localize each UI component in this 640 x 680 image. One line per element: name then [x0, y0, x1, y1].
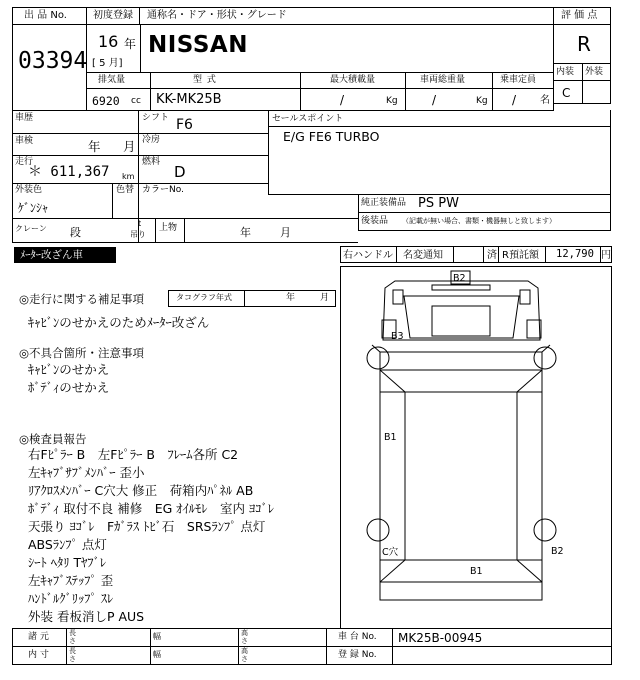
addon-label: 後装品 — [361, 216, 389, 226]
report-line: 天張り ﾖｺﾞﾚ Fｶﾞﾗｽ ﾄﾋﾞ石 SRSﾗﾝﾌﾟ 点灯 — [28, 519, 266, 534]
report-line: 左ｷｬﾌﾞｻﾌﾞﾒﾝﾊﾞｰ 歪小 — [28, 465, 145, 480]
chassis-no-label: 車 台 No. — [338, 632, 377, 642]
first-reg-year: 16 — [98, 32, 119, 51]
gross-weight-unit: Kg — [476, 96, 488, 106]
overall-score: R — [577, 32, 591, 56]
shift-value: F6 — [176, 117, 193, 133]
model-name: NISSAN — [148, 32, 248, 58]
crane-t-unit: t — [138, 219, 142, 228]
model-code: KK-MK25B — [156, 92, 222, 107]
report-line: ﾘｱｸﾛｽﾒﾝﾊﾞｰ C穴大 修正 荷箱内ﾊﾟﾈﾙ AB — [28, 483, 254, 498]
grade-label: 通称名・ドア・形状・グレード — [147, 10, 287, 21]
report-line: 右Fﾋﾟﾗｰ B 左Fﾋﾟﾗｰ B ﾌﾚｰﾑ各所 C2 — [28, 447, 239, 462]
tacho-month: 月 — [320, 293, 330, 303]
right-mirror — [520, 290, 530, 304]
crane-lift-label: 吊り — [130, 230, 146, 239]
mileage-value: ＊ 611,367 — [28, 164, 110, 180]
interior-score: C — [562, 86, 571, 100]
fuel-value: D — [174, 163, 186, 181]
dims-label: 諸 元 — [28, 632, 49, 642]
cc-unit: cc — [131, 96, 141, 106]
sales-point-value: E/G FE6 TURBO — [283, 129, 380, 144]
recycle-amount: 12,790 — [556, 248, 594, 260]
windshield — [404, 296, 519, 338]
meter-tampered-banner: ﾒｰﾀｰ改ざん車 — [14, 247, 116, 263]
damage-label: B3 — [391, 331, 404, 342]
km-unit: km — [122, 172, 135, 181]
year-unit: 年 — [124, 37, 137, 51]
left-mirror — [393, 290, 403, 304]
width-label: 幅 — [153, 632, 161, 641]
damage-label: B1 — [470, 566, 483, 577]
registration-no-label: 登 録 No. — [338, 650, 377, 660]
displacement-label: 排気量 — [98, 75, 126, 85]
body-month: 月 — [280, 226, 291, 239]
cargo-body — [380, 352, 542, 600]
report-line: ﾎﾞﾃﾞｨ 取付不良 補修 EG ｵｲﾙﾓﾚ 室内 ﾖｺﾞﾚ — [28, 501, 274, 516]
sales-point-label: セールスポイント — [272, 114, 344, 124]
yen-unit: 円 — [601, 250, 611, 261]
body-label: 上物 — [159, 223, 178, 233]
defect-item: ﾎﾞﾃﾞｨのせかえ — [28, 380, 110, 395]
defects-title: ◎不具合箇所・注意事項 — [19, 346, 145, 360]
chassis-no-value: MK25B-00945 — [398, 631, 483, 645]
max-load-value: / — [340, 93, 345, 107]
length-label: 長さ — [69, 629, 76, 645]
tacho-year: 年 — [286, 293, 296, 303]
cab-roof-marker — [432, 285, 490, 290]
type-label: 型 式 — [193, 75, 217, 85]
running-notes-title: ◎走行に関する補足事項 — [19, 292, 145, 306]
capacity-value: / — [512, 93, 517, 107]
report-line: ｼｰﾄ ﾍﾀﾘ Tﾔﾌﾞﾚ — [28, 555, 107, 570]
fuel-label: 燃料 — [142, 157, 161, 167]
wheel-rear-right — [534, 519, 556, 541]
report-line: ﾊﾝﾄﾞﾙｸﾞﾘｯﾌﾟ ｽﾚ — [28, 591, 114, 606]
interior-dims-label: 内 寸 — [28, 650, 49, 660]
damage-label: B2 — [453, 273, 466, 284]
max-load-unit: Kg — [386, 96, 398, 106]
history-label: 車歴 — [15, 113, 34, 123]
displacement-value: 6920 — [92, 94, 120, 108]
inspector-report-title: ◎検査員報告 — [19, 432, 87, 446]
ext-color-label: 外装色 — [15, 185, 43, 195]
max-load-label: 最大積載量 — [330, 75, 376, 85]
shift-label: シフト — [142, 113, 170, 123]
length-label: 長さ — [69, 647, 76, 663]
running-note-text: ｷｬﾋﾞﾝのせかえのためﾒｰﾀｰ改ざん — [28, 315, 210, 330]
wheel-front-right — [534, 347, 556, 369]
crane-stage: 段 — [70, 226, 81, 239]
exterior-label: 外装 — [585, 67, 604, 77]
inspection-month: 月 — [123, 139, 136, 154]
report-line: ABSﾗﾝﾌﾟ 点灯 — [28, 537, 107, 552]
color-code-label: カラーNo. — [142, 185, 184, 195]
ext-color-value: ｹﾞﾝｼｬ — [18, 201, 49, 215]
first-reg-label: 初度登録 — [93, 10, 133, 21]
lot-no-label: 出 品 No. — [24, 10, 67, 21]
inspection-year: 年 — [88, 139, 101, 154]
height-label: 高さ — [241, 629, 248, 645]
crane-label: クレーン — [15, 224, 47, 233]
wheel-rear-left — [367, 519, 389, 541]
interior-label: 内装 — [556, 67, 575, 77]
report-line: 外装 看板消しP AUS — [28, 609, 145, 624]
defect-item: ｷｬﾋﾞﾝのせかえ — [28, 362, 110, 377]
capacity-unit: 名 — [540, 95, 550, 106]
inspection-label: 車検 — [15, 136, 34, 146]
tacho-label: タコグラフ年式 — [176, 293, 232, 302]
gross-weight-label: 車両総重量 — [420, 75, 466, 85]
damage-label: B2 — [551, 546, 564, 557]
report-line: 左ｷｬﾌﾞｽﾃｯﾌﾟ 歪 — [28, 573, 114, 588]
capacity-label: 乗車定員 — [500, 75, 537, 85]
damage-label: B1 — [384, 432, 397, 443]
damage-label: C穴 — [382, 547, 399, 558]
equipment-label: 純正装備品 — [361, 198, 407, 208]
score-label: 評 価 点 — [561, 10, 598, 21]
width-label: 幅 — [153, 650, 161, 659]
name-change-label: 名変通知 — [403, 250, 443, 261]
body-year: 年 — [240, 226, 251, 239]
mileage-label: 走行 — [15, 157, 34, 167]
height-label: 高さ — [241, 647, 248, 663]
cab-roof — [432, 306, 490, 336]
addon-note: （記載が無い場合、書類・機器無しと致します） — [402, 217, 556, 225]
gross-weight-value: / — [432, 93, 437, 107]
color-change-label: 色替 — [116, 185, 135, 195]
first-reg-month: [ 5 月] — [92, 58, 123, 69]
recycle-status: 済 — [487, 250, 497, 261]
equipment-value: PS PW — [418, 196, 459, 211]
aircon-label: 冷房 — [142, 135, 161, 145]
recycle-label: R預託額 — [502, 250, 539, 261]
lot-number: 03394 — [18, 48, 88, 74]
handle-position: 右ハンドル — [343, 250, 393, 261]
